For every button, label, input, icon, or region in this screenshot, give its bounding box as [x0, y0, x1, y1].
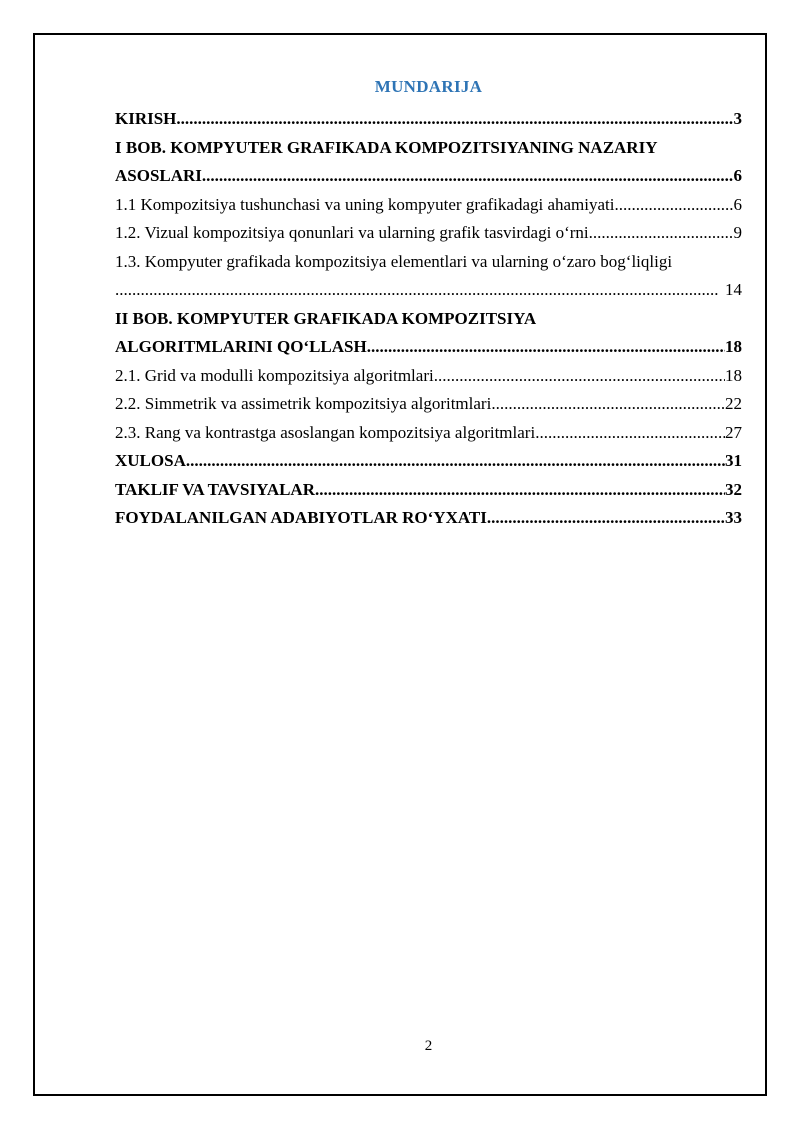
toc-page-number: 6	[733, 166, 742, 185]
toc-entry-taklif-va-tavsiyalar[interactable]	[115, 476, 742, 505]
dot-leader	[115, 276, 719, 305]
dot-leader	[367, 333, 725, 362]
toc-title: MUNDARIJA	[374, 77, 483, 96]
toc-page-number: 32	[725, 479, 742, 499]
toc-entry-text: 2.1. Grid va modulli kompozitsiya algoritmlari	[115, 365, 434, 385]
toc-entry-text: XULOSA	[115, 451, 186, 470]
dot-leader	[315, 476, 725, 505]
toc-page-number: 31	[725, 451, 742, 470]
dot-leader	[202, 162, 734, 191]
toc-entry-text: FOYDALANILGAN ADABIYOTLAR RO‘YXATI	[115, 508, 487, 527]
toc-entry-2-1[interactable]	[115, 362, 742, 391]
toc-page-number: 18	[725, 337, 742, 356]
toc-page-number: 18	[725, 365, 742, 385]
toc-entry-2-3[interactable]	[115, 419, 742, 448]
toc-entry-chapter-1[interactable]	[115, 134, 742, 191]
toc-entry-text: 1.1 Kompozitsiya tushunchasi va uning kompyuter grafikadagi ahamiyati	[115, 194, 615, 214]
dot-leader	[434, 362, 725, 391]
toc-entry-text: ALGORITMLARINI QO‘LLASH	[115, 337, 367, 356]
dot-leader	[615, 191, 734, 220]
toc-entry-1-2[interactable]	[115, 219, 742, 248]
toc-entry-2-2[interactable]	[115, 390, 742, 419]
toc-entry-text: 2.2. Simmetrik va assimetrik kompozitsiya algoritmlari	[115, 394, 492, 413]
toc-page-number: 9	[733, 223, 742, 242]
document-page	[115, 76, 742, 533]
dot-leader	[186, 447, 725, 476]
dot-leader	[491, 390, 725, 419]
toc-entry-kirish[interactable]	[115, 105, 742, 134]
toc-page-number: 22	[725, 394, 742, 413]
toc-entry-text: 1.2. Vizual kompozitsiya qonunlari va ularning grafik tasvirdagi o‘rni	[115, 223, 589, 242]
toc-entry-adabiyotlar-royxati[interactable]	[115, 504, 742, 533]
dot-leader	[535, 419, 725, 448]
toc-entry-text: TAKLIF VA TAVSIYALAR	[115, 479, 315, 499]
toc-page-number: 27	[725, 422, 742, 442]
toc-entry-text: 1.3. Kompyuter grafikada kompozitsiya elementlari va ularning o‘zaro bog‘liqligi	[115, 251, 673, 271]
toc-entry-1-3[interactable]	[115, 248, 742, 305]
toc-entry-xulosa[interactable]	[115, 447, 742, 476]
footer-page-number: 2	[424, 1038, 433, 1054]
dot-leader	[487, 504, 725, 533]
toc-entry-text: 2.3. Rang va kontrastga asoslangan kompozitsiya algoritmlari	[115, 422, 536, 442]
dot-leader	[176, 105, 733, 134]
toc-entry-chapter-2[interactable]	[115, 305, 742, 362]
toc-page-number: 3	[733, 109, 742, 128]
toc-page-number: 33	[725, 508, 742, 527]
toc-entry-text: I BOB. KOMPYUTER GRAFIKADA KOMPOZITSIYANING NAZARIY	[115, 137, 658, 157]
toc-entry-text: KIRISH	[115, 109, 177, 128]
toc-page-number: 6	[733, 194, 742, 214]
toc-entry-text: II BOB. KOMPYUTER GRAFIKADA KOMPOZITSIYA	[115, 308, 537, 328]
dot-leader	[589, 219, 734, 248]
toc-entry-1-1[interactable]	[115, 191, 742, 220]
table-of-contents	[115, 105, 742, 533]
toc-page-number: 14	[725, 280, 742, 299]
toc-entry-text: ASOSLARI	[115, 166, 202, 185]
